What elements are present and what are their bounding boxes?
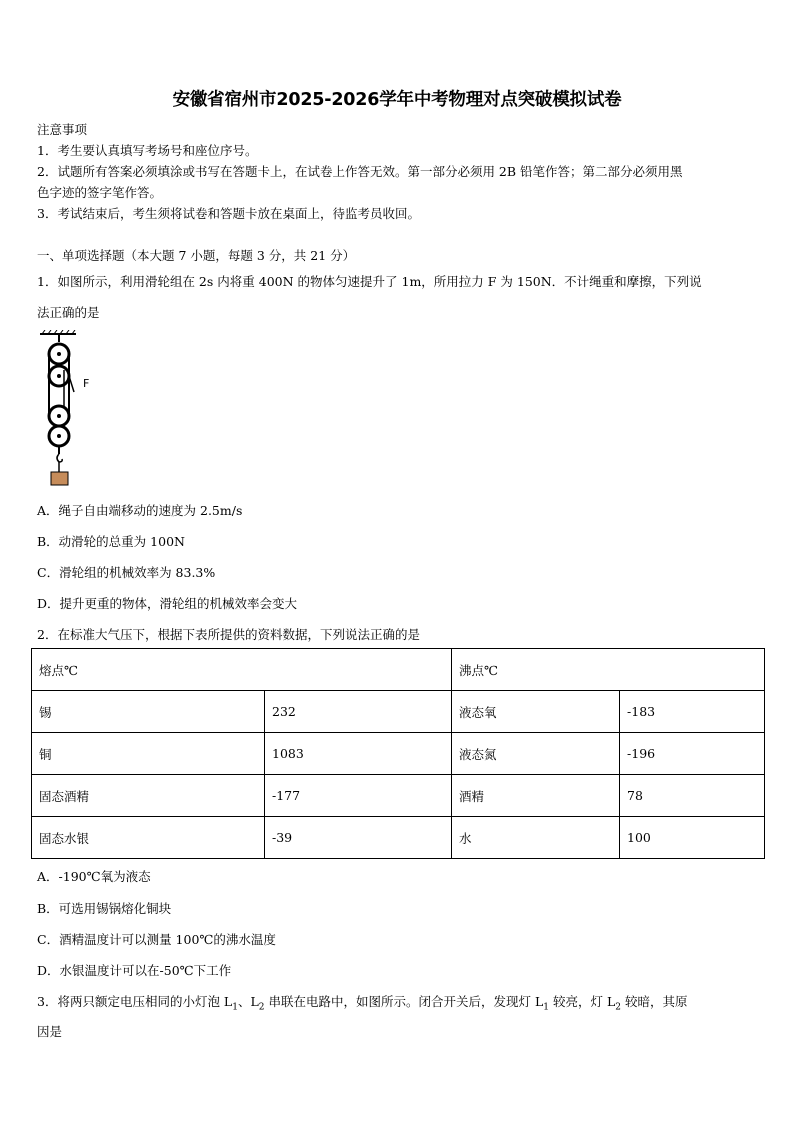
table-cell: -39 bbox=[265, 817, 452, 859]
q3-stem-cont: 因是 bbox=[37, 1024, 63, 1039]
section-heading: 一、单项选择题（本大题 7 小题，每题 3 分，共 21 分） bbox=[37, 248, 356, 263]
q1-option-c: C．滑轮组的机械效率为 83.3% bbox=[37, 565, 216, 580]
table-cell: 酒精 bbox=[452, 775, 620, 817]
header-boiling-point: 沸点℃ bbox=[452, 649, 765, 691]
table-cell: 1083 bbox=[265, 733, 452, 775]
table-row bbox=[32, 733, 765, 775]
table-cell: 铜 bbox=[32, 733, 265, 775]
q2-option-a: A．-190℃氧为液态 bbox=[37, 869, 151, 884]
q3-text: 、L bbox=[237, 994, 259, 1009]
table-cell: 水 bbox=[452, 817, 620, 859]
data-table bbox=[31, 648, 765, 859]
pulley-system-figure bbox=[36, 330, 96, 490]
table-row bbox=[32, 817, 765, 859]
q3-subscript: 2 bbox=[258, 1002, 265, 1013]
q1-stem-cont: 法正确的是 bbox=[37, 305, 100, 320]
notice-item: 2．试题所有答案必须填涂或书写在答题卡上，在试卷上作答无效。第一部分必须用 2B 铅笔作答；第二部分必须用黑 bbox=[37, 164, 683, 179]
q3-text: 较亮，灯 L bbox=[549, 994, 616, 1009]
table-header-row bbox=[32, 649, 765, 691]
q2-option-c: C．酒精温度计可以测量 100℃的沸水温度 bbox=[37, 932, 276, 947]
q2-option-d: D．水银温度计可以在-50℃下工作 bbox=[37, 963, 232, 978]
notice-item: 1．考生要认真填写考场号和座位序号。 bbox=[37, 143, 258, 158]
q1-option-a: A．绳子自由端移动的速度为 2.5m/s bbox=[37, 503, 243, 518]
table-cell: 锡 bbox=[32, 691, 265, 733]
force-label: F bbox=[83, 377, 90, 390]
notice-item: 3．考试结束后，考生须将试卷和答题卡放在桌面上，待监考员收回。 bbox=[37, 206, 420, 221]
page-title: 安徽省宿州市2025-2026学年中考物理对点突破模拟试卷 bbox=[172, 90, 622, 110]
table-cell: 固态酒精 bbox=[32, 775, 265, 817]
table-row bbox=[32, 691, 765, 733]
q3-subscript: 1 bbox=[543, 1002, 549, 1013]
table-cell: 液态氮 bbox=[452, 733, 620, 775]
q3-text: 串联在电路中，如图所示。闭合开关后，发现灯 L bbox=[264, 994, 544, 1009]
notice-item: 色字迹的签字笔作答。 bbox=[37, 185, 163, 200]
table-row bbox=[32, 775, 765, 817]
q1-option-b: B．动滑轮的总重为 100N bbox=[37, 534, 185, 549]
q2-stem: 2．在标准大气压下，根据下表所提供的资料数据，下列说法正确的是 bbox=[37, 627, 420, 642]
q2-option-b: B．可选用锡锅熔化铜块 bbox=[37, 901, 172, 916]
q1-stem: 1．如图所示，利用滑轮组在 2s 内将重 400N 的物体匀速提升了 1m，所用拉力 F 为 150N．不计绳重和摩擦，下列说 bbox=[37, 274, 702, 289]
q3-stem bbox=[37, 992, 687, 1013]
table-cell: -177 bbox=[265, 775, 452, 817]
table-cell: -196 bbox=[620, 733, 765, 775]
table-cell: 100 bbox=[620, 817, 765, 859]
table-cell: 78 bbox=[620, 775, 765, 817]
q3-text: 3．将两只额定电压相同的小灯泡 L bbox=[37, 994, 233, 1009]
q1-option-d: D．提升更重的物体，滑轮组的机械效率会变大 bbox=[37, 596, 298, 611]
header-melting-point: 熔点℃ bbox=[32, 649, 452, 691]
q3-text: 较暗，其原 bbox=[620, 994, 688, 1009]
q3-subscript: 2 bbox=[615, 1002, 621, 1013]
notice-heading: 注意事项 bbox=[37, 122, 88, 137]
table-cell: -183 bbox=[620, 691, 765, 733]
table-cell: 固态水银 bbox=[32, 817, 265, 859]
q3-subscript: 1 bbox=[232, 1002, 238, 1013]
table-cell: 232 bbox=[265, 691, 452, 733]
table-cell: 液态氧 bbox=[452, 691, 620, 733]
